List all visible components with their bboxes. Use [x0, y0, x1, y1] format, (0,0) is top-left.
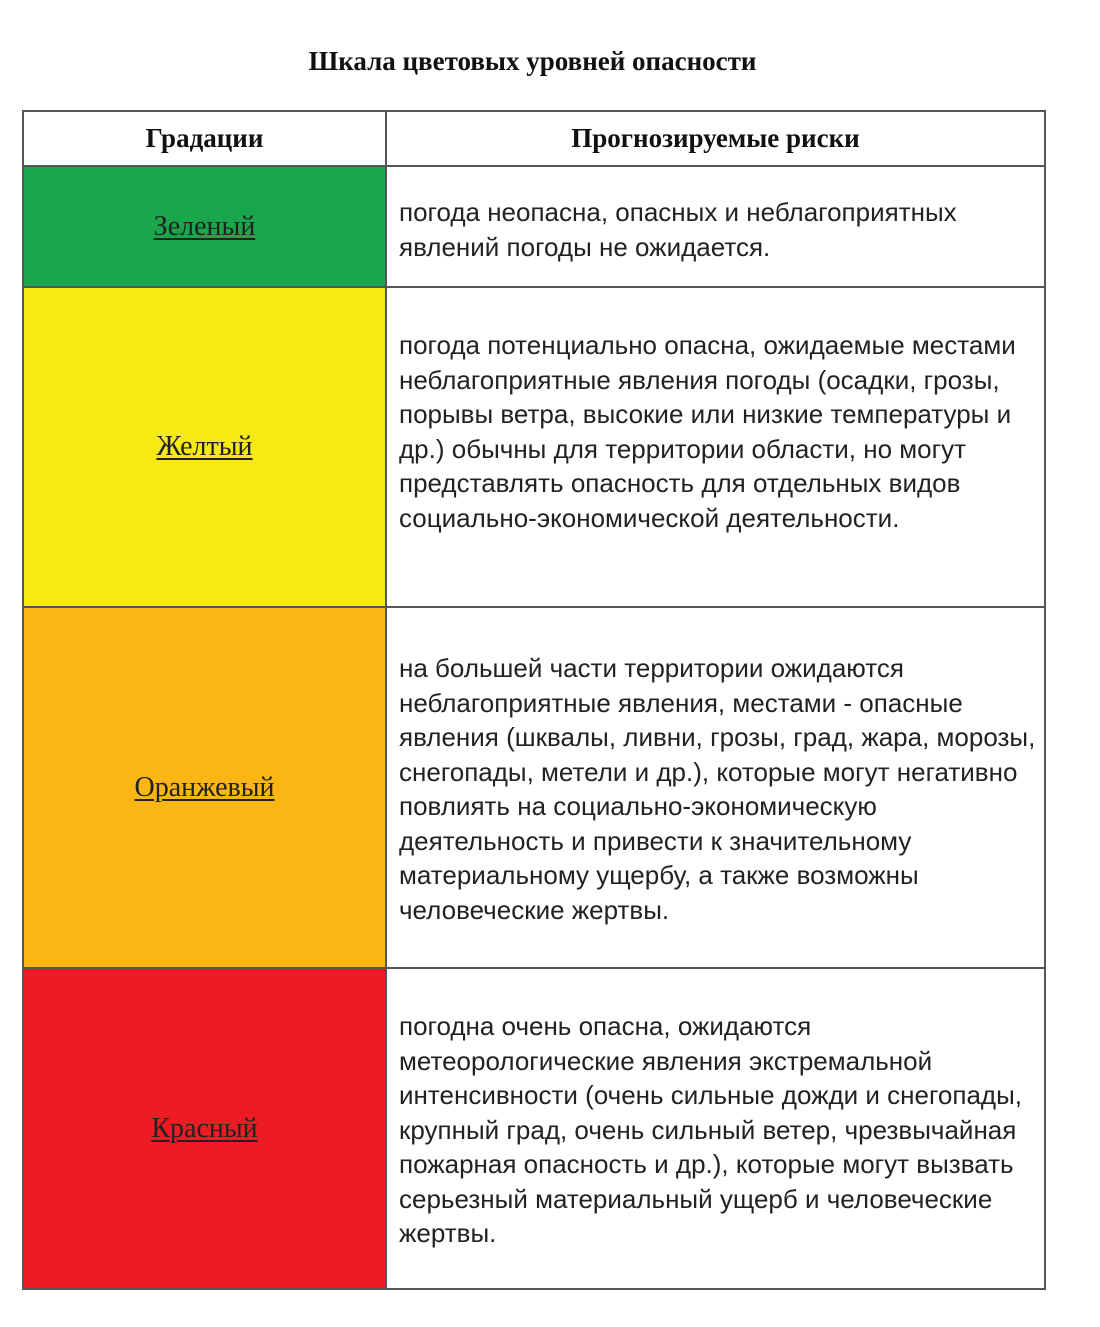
risk-cell-green	[386, 166, 1045, 287]
grade-label-red: Красный	[151, 1112, 258, 1144]
header-gradations: Градации	[23, 111, 386, 166]
table-row-green	[23, 166, 1045, 287]
grade-label-yellow: Желтый	[156, 431, 253, 462]
grade-cell-red	[23, 968, 386, 1289]
table-header-row	[23, 111, 1045, 166]
table-row-red	[23, 968, 1045, 1289]
grade-label-green: Зеленый	[153, 210, 256, 242]
header-risks: Прогнозируемые риски	[386, 111, 1045, 166]
table-row-orange	[23, 607, 1045, 968]
danger-level-table	[22, 110, 1046, 1290]
risk-text-green: погода неопасна, опасных и неблагоприятных явлений погоды не ожидается.	[399, 197, 957, 262]
risk-text-orange: на большей части территории ожидаются неблагоприятные явления, местами - опасные явления (шквалы, ливни, грозы, град, жара, морозы, снегопады, метели и др.), которые могут негативно повлиять на социально-экономическую деятельность и привести к значительному материальному ущербу, а также возможны человеческие жертвы.	[399, 653, 1036, 925]
risk-text-yellow: погода потенциально опасна, ожидаемые местами неблагоприятные явления погоды (осадки, грозы, порывы ветра, высокие или низкие температуры и др.) обычны для территории области, но могут представлять опасность для отдельных видов социально-экономической деятельности.	[399, 330, 1016, 533]
page-title: Шкала цветовых уровней опасности	[308, 46, 757, 76]
table-row-yellow	[23, 287, 1045, 607]
grade-label-orange: Оранжевый	[134, 771, 275, 803]
grade-cell-yellow	[23, 287, 386, 607]
risk-text-red: погодна очень опасна, ожидаются метеорологические явления экстремальной интенсивности (очень сильные дожди и снегопады, крупный град, очень сильный ветер, чрезвычайная пожарная опасность и др.), которые могут вызвать серьезный материальный ущерб и человеческие жертвы.	[399, 1011, 1022, 1248]
risk-cell-yellow	[386, 287, 1045, 607]
risk-cell-red	[386, 968, 1045, 1289]
risk-cell-orange	[386, 607, 1045, 968]
grade-cell-green	[23, 166, 386, 287]
grade-cell-orange	[23, 607, 386, 968]
